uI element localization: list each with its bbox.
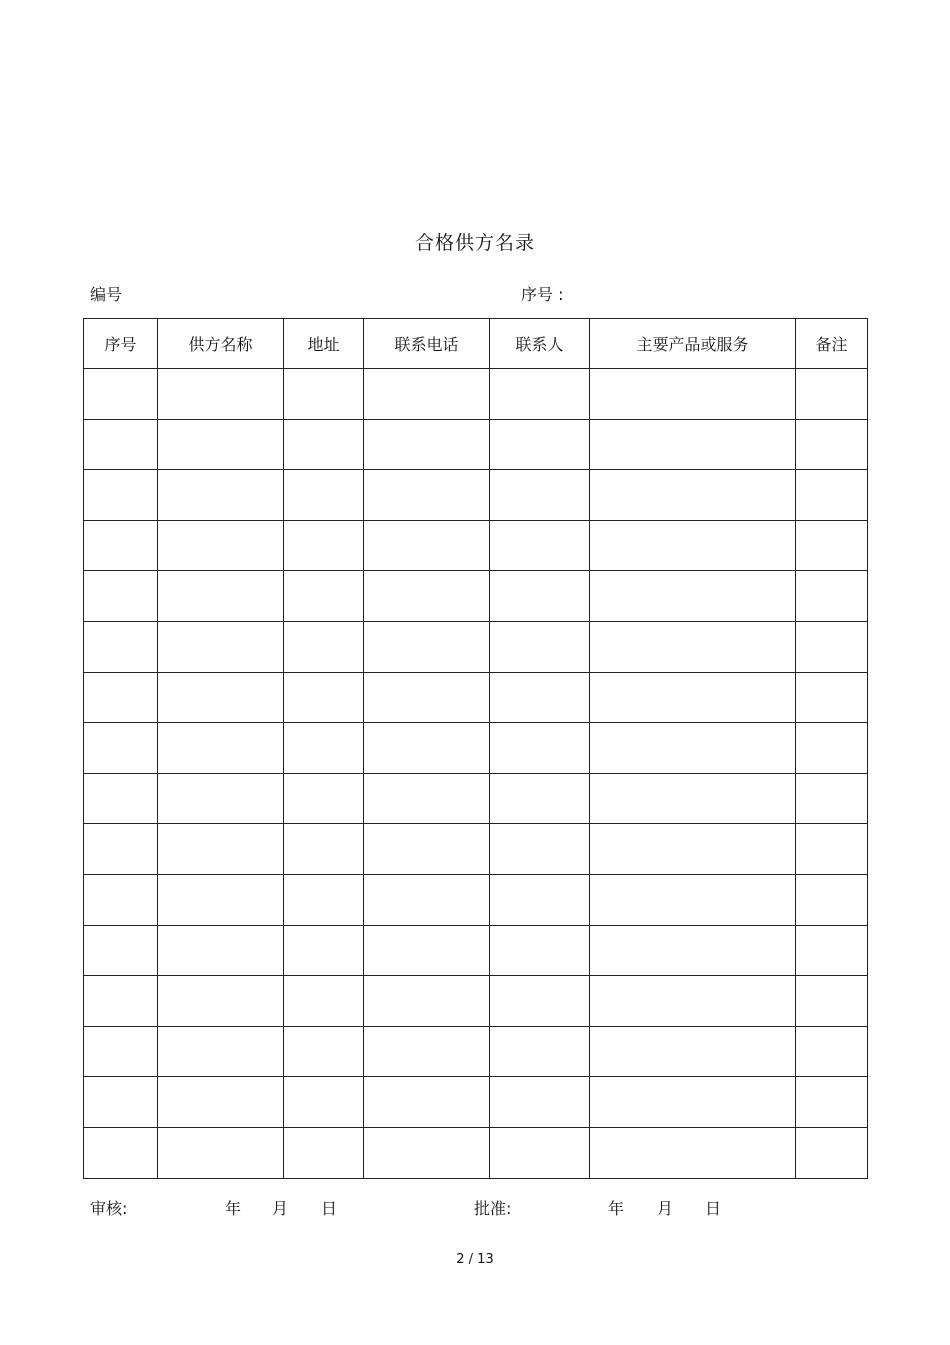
table-cell[interactable] bbox=[284, 470, 364, 521]
table-cell[interactable] bbox=[490, 672, 590, 723]
table-cell[interactable] bbox=[590, 976, 796, 1027]
table-cell[interactable] bbox=[364, 874, 490, 925]
table-cell[interactable] bbox=[590, 369, 796, 420]
table-cell[interactable] bbox=[590, 824, 796, 875]
table-cell[interactable] bbox=[796, 723, 868, 774]
table-cell[interactable] bbox=[364, 621, 490, 672]
table-cell[interactable] bbox=[284, 976, 364, 1027]
table-cell[interactable] bbox=[84, 1077, 158, 1128]
table-cell[interactable] bbox=[84, 874, 158, 925]
table-cell[interactable] bbox=[158, 824, 284, 875]
document-number-label: 编号 bbox=[90, 285, 123, 304]
table-row bbox=[84, 824, 868, 875]
approve-label: 批准: bbox=[474, 1199, 512, 1218]
table-cell[interactable] bbox=[284, 1127, 364, 1178]
table-cell[interactable] bbox=[796, 773, 868, 824]
table-cell[interactable] bbox=[158, 925, 284, 976]
table-cell[interactable] bbox=[590, 773, 796, 824]
table-row bbox=[84, 925, 868, 976]
table-cell[interactable] bbox=[84, 520, 158, 571]
table-cell[interactable] bbox=[590, 520, 796, 571]
table-cell[interactable] bbox=[590, 1077, 796, 1128]
table-cell[interactable] bbox=[364, 470, 490, 521]
table-cell[interactable] bbox=[490, 369, 590, 420]
table-cell[interactable] bbox=[590, 1026, 796, 1077]
table-cell[interactable] bbox=[796, 369, 868, 420]
table-cell[interactable] bbox=[796, 672, 868, 723]
table-cell[interactable] bbox=[158, 621, 284, 672]
table-cell[interactable] bbox=[490, 976, 590, 1027]
table-cell[interactable] bbox=[84, 470, 158, 521]
table-cell[interactable] bbox=[590, 470, 796, 521]
table-cell[interactable] bbox=[796, 824, 868, 875]
table-row bbox=[84, 773, 868, 824]
serial-number-label: 序号 : bbox=[521, 285, 564, 304]
table-cell[interactable] bbox=[284, 621, 364, 672]
table-cell[interactable] bbox=[364, 419, 490, 470]
table-cell[interactable] bbox=[590, 419, 796, 470]
table-cell[interactable] bbox=[490, 419, 590, 470]
supplier-table bbox=[83, 318, 868, 1179]
table-cell[interactable] bbox=[284, 419, 364, 470]
column-header-contact: 联系人 bbox=[490, 319, 590, 369]
table-row bbox=[84, 571, 868, 622]
table-cell[interactable] bbox=[364, 1077, 490, 1128]
table-cell[interactable] bbox=[364, 773, 490, 824]
table-cell[interactable] bbox=[284, 824, 364, 875]
table-cell[interactable] bbox=[158, 723, 284, 774]
review-month-label: 月 bbox=[272, 1199, 289, 1218]
column-header-main-products: 主要产品或服务 bbox=[590, 319, 796, 369]
table-cell[interactable] bbox=[796, 621, 868, 672]
table-cell[interactable] bbox=[590, 723, 796, 774]
table-row bbox=[84, 672, 868, 723]
table-cell[interactable] bbox=[84, 1026, 158, 1077]
table-cell[interactable] bbox=[590, 1127, 796, 1178]
table-row bbox=[84, 520, 868, 571]
table-row bbox=[84, 470, 868, 521]
table-cell[interactable] bbox=[490, 1077, 590, 1128]
table-cell[interactable] bbox=[84, 419, 158, 470]
table-row bbox=[84, 976, 868, 1027]
table-cell[interactable] bbox=[158, 419, 284, 470]
table-cell[interactable] bbox=[284, 874, 364, 925]
table-cell[interactable] bbox=[84, 571, 158, 622]
table-cell[interactable] bbox=[796, 1077, 868, 1128]
column-header-phone: 联系电话 bbox=[364, 319, 490, 369]
table-cell[interactable] bbox=[364, 571, 490, 622]
table-row bbox=[84, 1127, 868, 1178]
table-cell[interactable] bbox=[364, 976, 490, 1027]
approve-day-label: 日 bbox=[705, 1199, 722, 1218]
table-cell[interactable] bbox=[490, 925, 590, 976]
page-title: 合格供方名录 bbox=[414, 232, 535, 254]
table-cell[interactable] bbox=[84, 773, 158, 824]
table-cell[interactable] bbox=[490, 1026, 590, 1077]
table-cell[interactable] bbox=[490, 723, 590, 774]
table-cell[interactable] bbox=[490, 1127, 590, 1178]
table-cell[interactable] bbox=[158, 571, 284, 622]
table-cell[interactable] bbox=[158, 672, 284, 723]
table-cell[interactable] bbox=[84, 369, 158, 420]
table-cell[interactable] bbox=[364, 520, 490, 571]
table-cell[interactable] bbox=[490, 773, 590, 824]
table-cell[interactable] bbox=[284, 925, 364, 976]
table-cell[interactable] bbox=[284, 571, 364, 622]
table-cell[interactable] bbox=[796, 520, 868, 571]
table-row bbox=[84, 419, 868, 470]
table-row bbox=[84, 369, 868, 420]
table-cell[interactable] bbox=[284, 369, 364, 420]
table-cell[interactable] bbox=[364, 1026, 490, 1077]
column-header-remarks: 备注 bbox=[796, 319, 868, 369]
table-cell[interactable] bbox=[84, 621, 158, 672]
table-cell[interactable] bbox=[84, 976, 158, 1027]
table-cell[interactable] bbox=[158, 470, 284, 521]
table-cell[interactable] bbox=[490, 874, 590, 925]
table-cell[interactable] bbox=[490, 571, 590, 622]
table-cell[interactable] bbox=[284, 1026, 364, 1077]
table-row bbox=[84, 1077, 868, 1128]
review-year-label: 年 bbox=[225, 1199, 242, 1218]
table-cell[interactable] bbox=[590, 571, 796, 622]
table-cell[interactable] bbox=[796, 1127, 868, 1178]
page-number: 2 / 13 bbox=[456, 1252, 494, 1267]
table-cell[interactable] bbox=[364, 672, 490, 723]
table-cell[interactable] bbox=[158, 1077, 284, 1128]
approve-year-label: 年 bbox=[608, 1199, 625, 1218]
table-row bbox=[84, 621, 868, 672]
table-cell[interactable] bbox=[796, 571, 868, 622]
table-cell[interactable] bbox=[158, 874, 284, 925]
table-cell[interactable] bbox=[796, 925, 868, 976]
table-cell[interactable] bbox=[364, 369, 490, 420]
table-cell[interactable] bbox=[84, 723, 158, 774]
table-cell[interactable] bbox=[364, 824, 490, 875]
table-cell[interactable] bbox=[158, 1127, 284, 1178]
table-cell[interactable] bbox=[364, 723, 490, 774]
table-row bbox=[84, 874, 868, 925]
table-cell[interactable] bbox=[490, 621, 590, 672]
table-cell[interactable] bbox=[284, 520, 364, 571]
table-cell[interactable] bbox=[158, 976, 284, 1027]
review-label: 审核: bbox=[90, 1199, 128, 1218]
table-header-row bbox=[84, 319, 868, 369]
table-cell[interactable] bbox=[796, 470, 868, 521]
table-cell[interactable] bbox=[796, 874, 868, 925]
approve-month-label: 月 bbox=[657, 1199, 674, 1218]
table-cell[interactable] bbox=[590, 621, 796, 672]
table-cell[interactable] bbox=[284, 723, 364, 774]
table-cell[interactable] bbox=[84, 1127, 158, 1178]
table-cell[interactable] bbox=[490, 470, 590, 521]
table-cell[interactable] bbox=[84, 925, 158, 976]
table-cell[interactable] bbox=[490, 520, 590, 571]
table-cell[interactable] bbox=[284, 672, 364, 723]
table-cell[interactable] bbox=[796, 1026, 868, 1077]
table-cell[interactable] bbox=[284, 1077, 364, 1128]
table-cell[interactable] bbox=[158, 1026, 284, 1077]
table-cell[interactable] bbox=[364, 925, 490, 976]
column-header-supplier-name: 供方名称 bbox=[158, 319, 284, 369]
column-header-address: 地址 bbox=[284, 319, 364, 369]
table-cell[interactable] bbox=[590, 874, 796, 925]
table-row bbox=[84, 723, 868, 774]
table-cell[interactable] bbox=[796, 419, 868, 470]
table-cell[interactable] bbox=[490, 824, 590, 875]
table-cell[interactable] bbox=[158, 773, 284, 824]
review-day-label: 日 bbox=[321, 1199, 338, 1218]
table-cell[interactable] bbox=[284, 773, 364, 824]
table-cell[interactable] bbox=[590, 672, 796, 723]
table-cell[interactable] bbox=[158, 520, 284, 571]
table-cell[interactable] bbox=[158, 369, 284, 420]
table-cell[interactable] bbox=[364, 1127, 490, 1178]
table-cell[interactable] bbox=[84, 824, 158, 875]
column-header-serial: 序号 bbox=[84, 319, 158, 369]
table-row bbox=[84, 1026, 868, 1077]
table-cell[interactable] bbox=[84, 672, 158, 723]
table-cell[interactable] bbox=[590, 925, 796, 976]
table-cell[interactable] bbox=[796, 976, 868, 1027]
